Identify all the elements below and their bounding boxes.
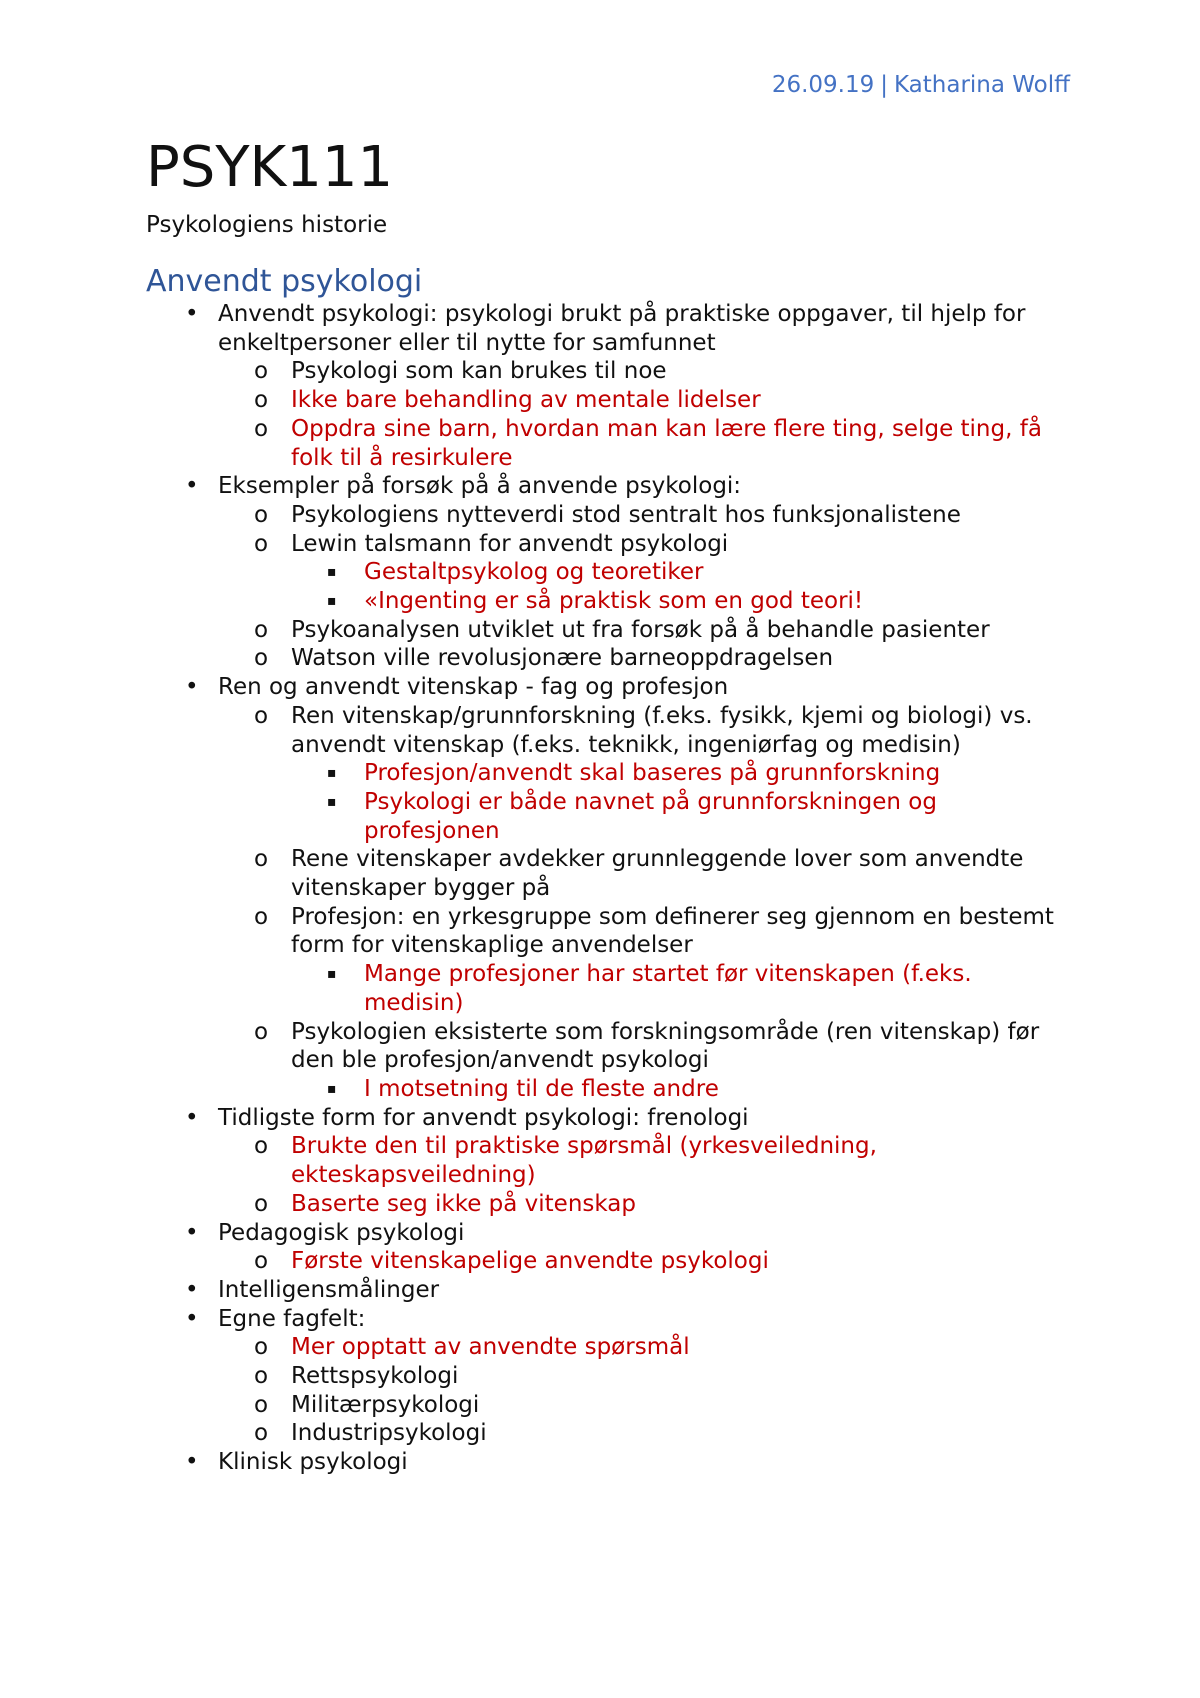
bullet-marker: o — [254, 358, 269, 385]
outline-item-text: Brukte den til praktiske spørsmål (yrkesveiledning, ekteskapsveiledning) — [291, 1133, 877, 1189]
outline-item — [0, 845, 1200, 902]
outline-item — [0, 644, 1200, 673]
outline-item — [0, 1448, 1200, 1477]
outline-item — [0, 1419, 1200, 1448]
outline-item-text: Pedagogisk psykologi — [218, 1219, 465, 1246]
bullet-marker: • — [185, 674, 199, 701]
bullet-marker: o — [254, 501, 269, 528]
bullet-marker: o — [254, 387, 269, 414]
bullet-marker: ▪ — [327, 593, 337, 610]
bullet-marker: • — [185, 1276, 199, 1303]
outline-item-text: Profesjon/anvendt skal baseres på grunnforskning — [364, 760, 941, 787]
bullet-marker: o — [254, 645, 269, 672]
outline-item-text: Rettspsykologi — [291, 1363, 459, 1390]
outline-item — [0, 472, 1200, 501]
bullet-marker: ▪ — [327, 966, 337, 983]
bullet-marker: • — [185, 1219, 199, 1246]
outline-item-text: Psykologien eksisterte som forskningsområde (ren vitenskap) før den ble profesjon/anvendt psykologi — [291, 1018, 1040, 1074]
outline-item — [0, 386, 1200, 415]
outline-item-text: Ren vitenskap/grunnforskning (f.eks. fysikk, kjemi og biologi) vs. anvendt vitenskap (f.eks. teknikk, ingeniørfag og medisin) — [291, 702, 1033, 758]
outline-item-text: Klinisk psykologi — [218, 1449, 408, 1476]
outline-item — [0, 903, 1200, 960]
outline-item — [0, 1247, 1200, 1276]
bullet-marker: • — [185, 301, 199, 327]
outline-item-text: Mange profesjoner har startet før vitenskapen (f.eks. medisin) — [364, 961, 972, 1016]
bullet-marker: o — [254, 1334, 269, 1361]
outline-item-text: Militærpsykologi — [291, 1391, 480, 1418]
bullet-marker: o — [254, 1248, 269, 1275]
outline-item-text: Ikke bare behandling av mentale lidelser — [291, 387, 761, 414]
outline-item — [0, 587, 1200, 616]
outline-item — [0, 415, 1200, 472]
page-header — [772, 72, 1070, 98]
bullet-marker: ▪ — [327, 564, 337, 581]
bullet-marker: • — [185, 1449, 199, 1476]
bullet-outline — [0, 300, 1200, 1477]
outline-item-text: Psykoanalysen utviklet ut fra forsøk på å behandle pasienter — [291, 616, 990, 643]
outline-item — [0, 960, 1200, 1017]
outline-item-text: Psykologi som kan brukes til noe — [291, 358, 667, 385]
bullet-marker: ▪ — [327, 793, 337, 810]
bullet-marker: • — [185, 473, 199, 500]
section-heading: Anvendt psykologi — [146, 264, 423, 299]
outline-item-text: Anvendt psykologi: psykologi brukt på praktiske oppgaver, til hjelp for enkeltpersoner eller til nytte for samfunnet — [218, 301, 1026, 356]
outline-item — [0, 1391, 1200, 1420]
header-date: 26.09.19 — [771, 72, 875, 98]
bullet-marker: o — [254, 1391, 269, 1418]
outline-item-text: Profesjon: en yrkesgruppe som definerer seg gjennom en bestemt form for vitenskaplige anvendelser — [291, 903, 1054, 959]
bullet-marker: o — [254, 702, 269, 729]
outline-item — [0, 702, 1200, 759]
bullet-marker: o — [254, 1190, 269, 1217]
outline-item-text: Watson ville revolusjonære barneoppdragelsen — [291, 645, 834, 672]
bullet-marker: o — [254, 415, 269, 442]
outline-item — [0, 300, 1200, 357]
outline-item — [0, 1333, 1200, 1362]
bullet-marker: o — [254, 1420, 269, 1447]
outline-item-text: Eksempler på forsøk på å anvende psykologi: — [218, 473, 742, 500]
document-title: PSYK111 — [146, 135, 394, 200]
bullet-marker: o — [254, 616, 269, 643]
bullet-marker: o — [254, 846, 269, 873]
outline-item — [0, 1362, 1200, 1391]
bullet-marker: o — [254, 1363, 269, 1390]
outline-item — [0, 759, 1200, 788]
outline-item-text: Tidligste form for anvendt psykologi: frenologi — [218, 1104, 749, 1131]
outline-item-text: Første vitenskapelige anvendte psykologi — [291, 1248, 769, 1275]
outline-item-text: Gestaltpsykolog og teoretiker — [364, 559, 704, 586]
bullet-marker: • — [185, 1104, 199, 1131]
outline-item — [0, 357, 1200, 386]
outline-item — [0, 616, 1200, 645]
bullet-marker: o — [254, 530, 269, 557]
outline-item-text: Psykologi er både navnet på grunnforskningen og profesjonen — [364, 788, 937, 844]
outline-item-text: Rene vitenskaper avdekker grunnleggende lover som anvendte vitenskaper bygger på — [291, 846, 1024, 902]
outline-item — [0, 558, 1200, 587]
bullet-marker: ▪ — [327, 1080, 337, 1097]
document-subtitle: Psykologiens historie — [146, 212, 388, 238]
bullet-marker: o — [254, 1018, 269, 1045]
outline-item-text: Oppdra sine barn, hvordan man kan lære flere ting, selge ting, få folk til å resirkulere — [291, 415, 1042, 471]
bullet-marker: • — [185, 1305, 199, 1332]
outline-item — [0, 1190, 1200, 1219]
outline-item — [0, 1075, 1200, 1104]
outline-item — [0, 530, 1200, 559]
outline-item-text: «Ingenting er så praktisk som en god teori! — [364, 588, 864, 615]
outline-item-text: Egne fagfelt: — [218, 1305, 366, 1332]
outline-item-text: Ren og anvendt vitenskap - fag og profesjon — [218, 674, 729, 701]
outline-item — [0, 1018, 1200, 1075]
outline-item-text: Lewin talsmann for anvendt psykologi — [291, 530, 729, 557]
outline-item — [0, 1276, 1200, 1305]
bullet-marker: o — [254, 1133, 269, 1160]
bullet-marker: o — [254, 903, 269, 930]
outline-item — [0, 1219, 1200, 1248]
outline-item — [0, 1305, 1200, 1334]
outline-item-text: Psykologiens nytteverdi stod sentralt hos funksjonalistene — [291, 501, 961, 528]
outline-item-text: Industripsykologi — [291, 1420, 487, 1447]
bullet-marker: ▪ — [327, 765, 337, 782]
header-separator: | — [880, 72, 888, 98]
outline-item-text: I motsetning til de fleste andre — [364, 1075, 719, 1102]
header-author: Katharina Wolff — [894, 72, 1070, 98]
outline-item — [0, 788, 1200, 845]
outline-item-text: Baserte seg ikke på vitenskap — [291, 1190, 636, 1217]
outline-item — [0, 501, 1200, 530]
outline-item — [0, 673, 1200, 702]
outline-item-text: Mer opptatt av anvendte spørsmål — [291, 1334, 690, 1361]
outline-item — [0, 1132, 1200, 1189]
outline-item-text: Intelligensmålinger — [218, 1276, 440, 1303]
outline-item — [0, 1104, 1200, 1133]
